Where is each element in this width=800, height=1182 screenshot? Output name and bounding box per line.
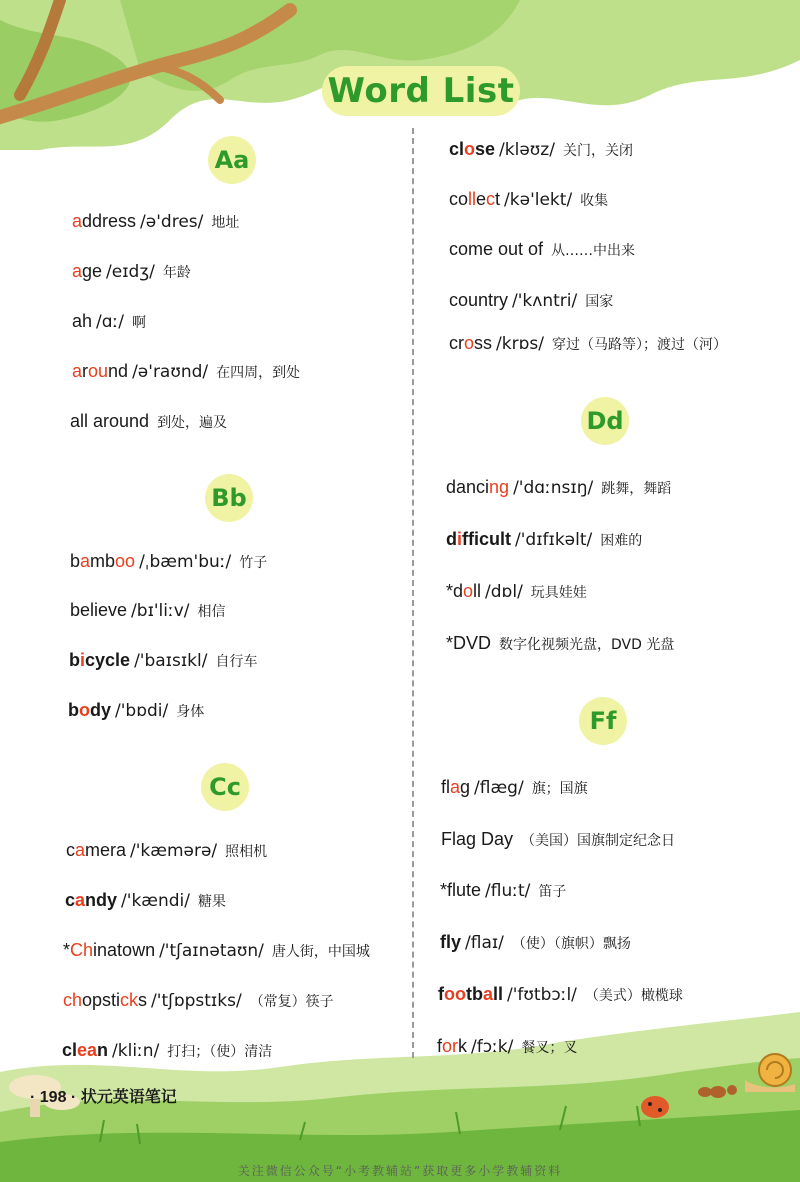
entry-word: collect [449,189,501,209]
entry-word: football [438,984,504,1004]
entry-phonetic: /'tʃaɪnətaʊn/ [159,941,264,961]
entry-word: *DVD [446,633,492,653]
entry-word: ah [72,311,93,331]
entry-phonetic: /flaɪ/ [465,933,504,953]
page-title: Word List [327,71,515,111]
entry-phonetic: /kliːn/ [112,1041,160,1061]
entry-phonetic: /flæg/ [474,778,524,798]
entry-meaning: 糖果 [198,894,227,910]
word-entry [63,938,370,964]
word-entry [65,888,226,914]
section-badge-c: Cc [201,763,249,811]
entry-meaning: 从……中出来 [551,243,636,259]
entry-meaning: （美国）国旗制定纪念日 [521,833,676,849]
entry-meaning: 困难的 [600,533,643,549]
entry-word: *doll [446,581,482,601]
entry-word: camera [66,840,127,860]
word-entry [446,579,587,605]
entry-phonetic: /ɑː/ [96,312,125,332]
entry-phonetic: /eɪdʒ/ [106,262,155,282]
word-entry [70,598,226,624]
entry-phonetic: /'kʌntri/ [512,291,578,311]
word-entry [441,775,588,801]
entry-meaning: 照相机 [225,844,268,860]
entry-word: cross [449,333,493,353]
entry-meaning: 玩具娃娃 [530,585,587,601]
word-entry [441,827,675,853]
word-entry [63,988,334,1014]
section-badge-b: Bb [205,474,253,522]
entry-word: chopsticks [63,990,148,1010]
entry-meaning: （使）（旗帜）飘扬 [511,936,631,952]
entry-phonetic: /'kæmərə/ [130,841,218,861]
entry-meaning: 年龄 [162,265,191,281]
entry-meaning: 到处，遍及 [157,415,228,431]
entry-phonetic: /ə'dres/ [140,212,204,232]
entry-phonetic: /kə'lekt/ [504,190,573,210]
entry-phonetic: /fɔːk/ [471,1037,514,1057]
entry-phonetic: /krɒs/ [496,334,544,354]
entry-phonetic: /ə'raʊnd/ [132,362,209,382]
word-entry [66,838,267,864]
entry-meaning: 收集 [580,193,609,209]
column-divider [412,128,414,1058]
entry-word: flag [441,777,471,797]
entry-phonetic: /'tʃɒpstɪks/ [151,991,242,1011]
entry-meaning: 打扫；（使）清洁 [167,1044,273,1060]
entry-meaning: （美式）橄榄球 [584,988,683,1004]
entry-phonetic: /ˌbæm'buː/ [139,552,232,572]
word-entry [68,698,204,724]
entry-word: age [72,261,103,281]
entry-word: close [449,139,496,159]
entry-word: address [72,211,137,231]
entry-meaning: 国家 [585,294,614,310]
entry-word: come out of [449,239,544,259]
entry-meaning: 啊 [132,315,147,331]
entry-phonetic: /'bɒdi/ [115,701,169,721]
word-entry [72,209,239,235]
word-entry [449,137,633,163]
section-badge-a: Aa [208,136,256,184]
entry-meaning: 在四周，到处 [216,365,301,381]
entry-phonetic: /kləʊz/ [499,140,555,160]
word-entry [70,409,227,435]
entry-word: bicycle [69,650,131,670]
word-entry [72,359,300,385]
word-entry [70,549,267,575]
entry-meaning: 跳舞，舞蹈 [601,481,672,497]
word-entry [438,982,683,1008]
entry-meaning: 数字化视频光盘，DVD 光盘 [499,637,675,653]
entry-word: candy [65,890,118,910]
word-entry [440,878,566,904]
entry-phonetic: /fluːt/ [485,881,531,901]
entry-meaning: 竹子 [239,555,268,571]
entry-phonetic: /bɪ'liːv/ [131,601,190,621]
word-entry [72,309,146,335]
word-entry [440,930,631,956]
entry-word: fork [437,1036,468,1056]
word-entry [449,331,727,357]
word-entry [69,648,257,674]
entry-word: difficult [446,529,512,549]
entry-word: *Chinatown [63,940,156,960]
word-entry [437,1034,577,1060]
entry-word: country [449,290,509,310]
entry-phonetic: /'dɑːnsɪŋ/ [513,478,594,498]
word-entry [449,187,608,213]
section-badge-f: Ff [579,697,627,745]
word-entry [72,259,191,285]
entry-meaning: 地址 [211,215,240,231]
entry-word: fly [440,932,462,952]
entry-word: believe [70,600,128,620]
entry-word: *flute [440,880,482,900]
entry-phonetic: /'kændi/ [121,891,191,911]
entry-meaning: 旗；国旗 [531,781,588,797]
word-entry [446,527,642,553]
entry-word: dancing [446,477,510,497]
entry-word: around [72,361,129,381]
section-badge-d: Dd [581,397,629,445]
entry-meaning: 穿过（马路等）；渡过（河） [551,337,727,353]
entry-word: all around [70,411,150,431]
word-entry [62,1038,272,1064]
entry-word: Flag Day [441,829,514,849]
entry-word: clean [62,1040,109,1060]
entry-phonetic: /'baɪsɪkl/ [134,651,208,671]
entry-meaning: （常复）筷子 [249,994,334,1010]
watermark-text: 关注微信公众号“小考教辅站”获取更多小学教辅资料 [237,1164,563,1178]
ladybug-icon [641,1096,669,1118]
entry-meaning: 关门，关闭 [562,143,633,159]
entry-phonetic: /'fʊtbɔːl/ [507,985,577,1005]
entry-meaning: 唐人街，中国城 [271,944,370,960]
entry-meaning: 餐叉；叉 [521,1040,578,1056]
word-entry [449,237,635,263]
entry-meaning: 相信 [197,604,226,620]
word-entry [446,631,674,657]
entry-phonetic: /dɒl/ [485,582,523,602]
entry-word: body [68,700,112,720]
page-number-footer: · 198 · 状元英语笔记 [30,1089,177,1106]
entry-word: bamboo [70,551,136,571]
word-entry [449,288,613,314]
entry-phonetic: /'dɪfɪkəlt/ [515,530,593,550]
entry-meaning: 自行车 [215,654,258,670]
entry-meaning: 笛子 [538,884,567,900]
entry-meaning: 身体 [176,704,205,720]
word-entry [446,475,671,501]
